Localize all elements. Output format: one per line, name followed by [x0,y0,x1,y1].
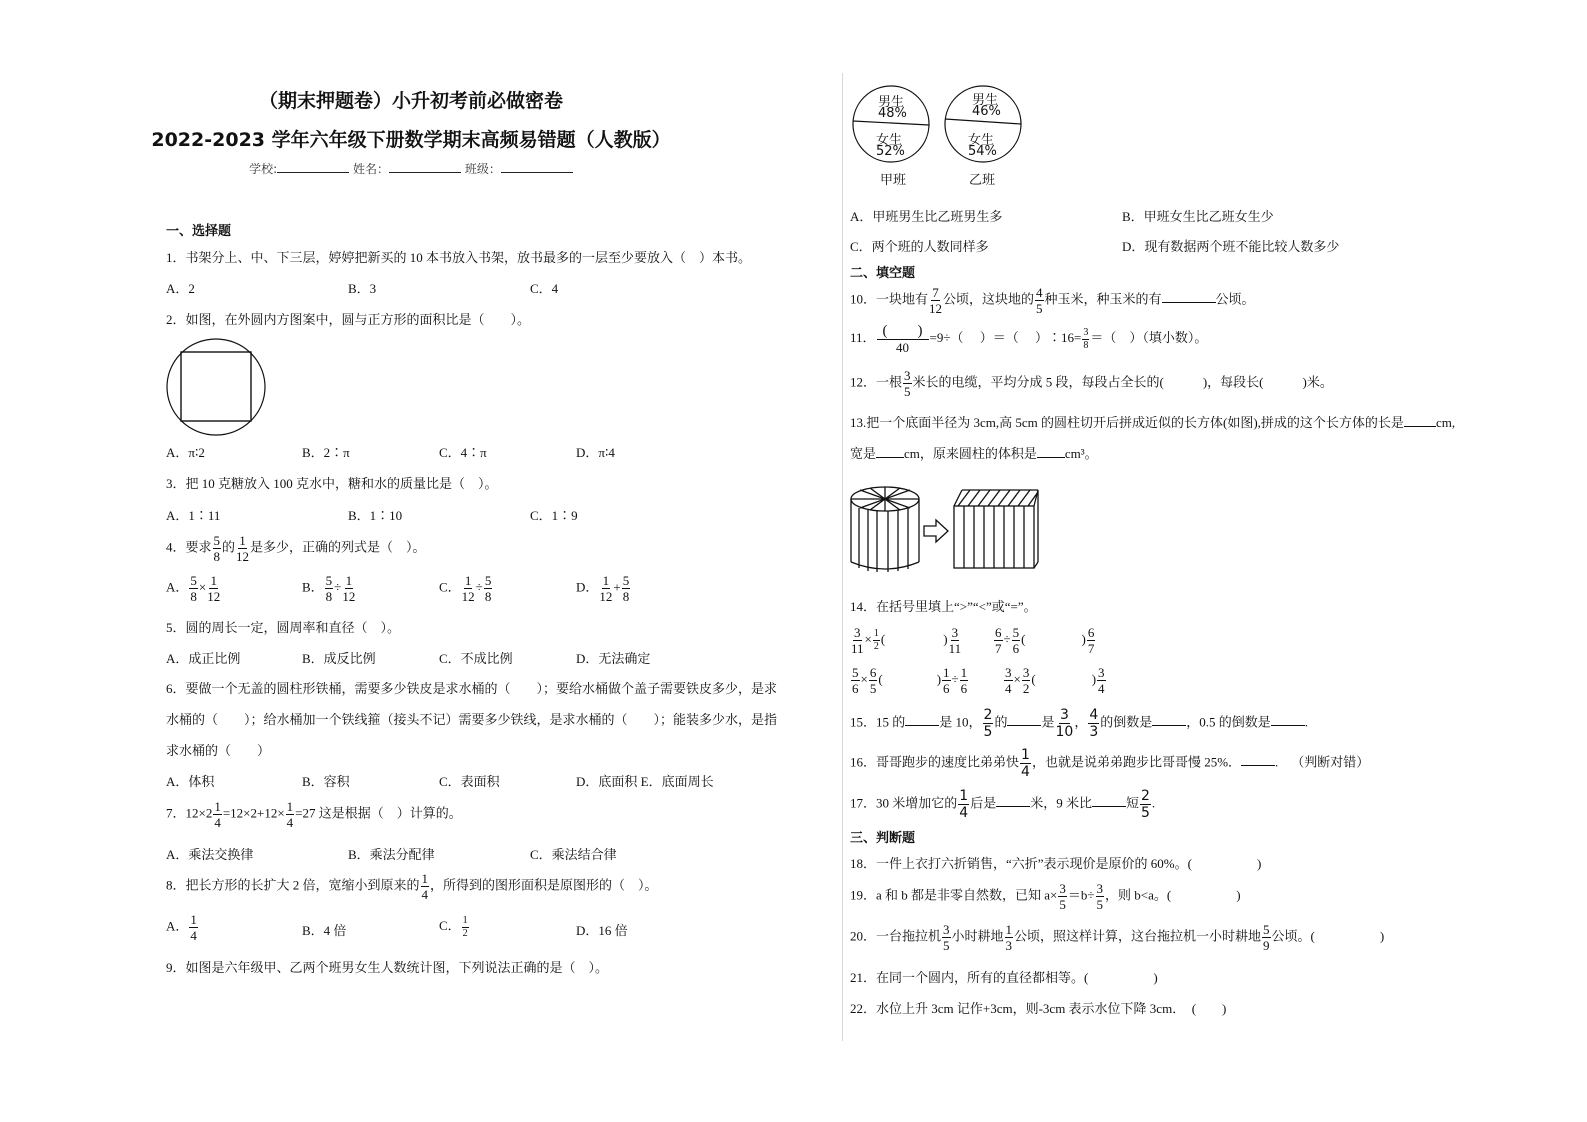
q17-blank-2[interactable] [1092,795,1126,807]
question-1: 1．书架分上、中、下三层，婷婷把新买的 10 本书放入书架，放书最多的一层至少要放入（ ）本书。 [166,250,752,265]
q7-option-a[interactable]: A．乘法交换律 [166,847,254,862]
q1-option-b[interactable]: B．3 [348,281,377,296]
q16-answer-blank[interactable] [1241,754,1275,766]
q15-blank-3[interactable] [1152,714,1186,726]
q1-option-a[interactable]: A．2 [166,281,195,296]
q2-option-d[interactable]: D．π∶4 [576,445,615,460]
question-17: 17．30 米增加它的 $\frac{1}{4}$ 后是 米，9 米比 短 $\frac{2}{5}$ . [850,788,1156,821]
question-8: 8．把长方形的长扩大 2 倍，宽缩小到原来的 $\frac{1}{4}$ ，所得到的图形面积是原图形的（ ）。 [166,871,658,902]
q14-item-1: $\frac{3}{11}$ × $\frac{1}{2}$ ( ) $\frac{3}{11}$ [851,625,962,656]
fraction: $\frac{5}{8}$ [213,533,221,564]
question-3: 3．把 10 克糖放入 100 克水中，糖和水的质量比是（ ）。 [166,476,498,491]
question-7: 7．12×2 $\frac{1}{4}$ =12×2+12× $\frac{1}{4}$ =27 这是根据（ ）计算的。 [166,799,462,830]
question-16: 16．哥哥跑步的速度比弟弟快 $\frac{1}{4}$ ，也就是说弟弟跑步比哥哥慢 25%． . （判断对错） [850,747,1370,780]
question-4: 4．要求 $\frac{5}{8}$ 的 $\frac{1}{12}$ 是多少，正确的列式是（ ）。 [166,533,426,564]
pie1-girl-pct: 52% [876,144,905,159]
q13-width-blank[interactable] [876,446,904,458]
pie2-girl-label: 女生 [968,133,995,148]
school-label: 学校: [249,162,278,176]
q6-option-d-e[interactable]: D．底面积 E．底面周长 [576,774,714,789]
q2-option-c[interactable]: C．4∶π [439,445,487,460]
question-14: 14．在括号里填上“>”“<”或“=”。 [850,599,1037,614]
exam-title: （期末押题卷）小升初考前必做密卷 [258,90,563,112]
q13-volume-blank[interactable] [1037,446,1065,458]
q2-option-b[interactable]: B．2∶π [302,445,350,460]
cylinder-to-cuboid-figure [848,484,1044,574]
section-fill-heading: 二、填空题 [850,266,916,281]
question-15: 15．15 的 是 10， $\frac{2}{5}$ 的 是 $\frac{3}{10}$ ， $\frac{4}{3}$ 的倒数是 ，0.5 的倒数是 . [850,707,1309,740]
q5-option-d[interactable]: D．无法确定 [576,651,651,666]
question-13-line1: 13.把一个底面半径为 3cm,高 5cm 的圆柱切开后拼成近似的长方体(如图),拼成的这个长方体的长是 cm, [850,415,1456,430]
q14-item-4: $\frac{3}{4}$ × $\frac{3}{2}$ ( ) $\frac{3}{4}$ [1005,665,1105,696]
q8-option-b[interactable]: B．4 倍 [302,923,347,938]
question-13-line2: 宽是 cm，原来圆柱的体积是 cm³。 [850,446,1098,461]
q4-option-a[interactable]: A． $\frac{5}{8}$ × $\frac{1}{12}$ [166,573,221,604]
question-20: 20．一台拖拉机 $\frac{3}{5}$ 小时耕地 $\frac{1}{3}$ 公顷，照这样计算，这台拖拉机一小时耕地 $\frac{5}{9}$ 公顷。( ) [850,922,1385,953]
q3-option-b[interactable]: B．1∶10 [348,508,403,523]
pie2-boy-label: 男生 [972,93,999,108]
q14-item-3: $\frac{5}{6}$ × $\frac{6}{5}$ ( ) $\frac{1}{6}$ ÷ $\frac{1}{6}$ [852,665,968,696]
section-judge-heading: 三、判断题 [850,831,916,846]
class-field[interactable] [501,160,573,173]
q6-option-c[interactable]: C．表面积 [439,774,500,789]
question-5: 5．圆的周长一定，圆周率和直径（ ）。 [166,620,401,635]
q15-blank-4[interactable] [1271,714,1305,726]
class-label: 班级： [464,162,501,176]
question-6-line3: 求水桶的（ ） [166,743,271,758]
q4-option-c[interactable]: C． $\frac{1}{12}$ ÷ $\frac{5}{8}$ [439,573,492,604]
pie2-boy-pct: 46% [972,104,1001,119]
question-9: 9．如图是六年级甲、乙两个班男女生人数统计图，下列说法正确的是（ ）。 [166,960,609,975]
name-label: 姓名： [353,162,390,176]
q8-option-c[interactable]: C． $\frac{1}{2}$ [439,914,468,939]
pie1-class-name: 甲班 [880,173,907,188]
pie1-girl-label: 女生 [876,133,903,148]
column-divider [842,73,843,1041]
q6-option-a[interactable]: A．体积 [166,774,215,789]
q5-option-a[interactable]: A．成正比例 [166,651,241,666]
question-2: 2．如图，在外圆内方图案中，圆与正方形的面积比是（ ）。 [166,312,531,327]
question-19: 19．a 和 b 都是非零自然数，已知 a× $\frac{3}{5}$ ＝b÷ $\frac{3}{5}$ ，则 b<a。( ) [850,881,1241,912]
pie1-boy-pct: 48% [878,106,907,121]
q10-answer-blank[interactable] [1162,291,1216,303]
question-6-line1: 6．要做一个无盖的圆柱形铁桶，需要多少铁皮是求水桶的（ ）；要给水桶做个盖子需要铁皮多少，是求 [166,681,778,696]
pie2-girl-pct: 54% [968,144,997,159]
q14-item-2: $\frac{6}{7}$ ÷ $\frac{5}{6}$ ( ) $\frac{6}{7}$ [995,625,1095,656]
student-info-line [0,160,822,177]
q2-option-a[interactable]: A．π∶2 [166,445,205,460]
q3-option-c[interactable]: C．1∶9 [530,508,578,523]
q13-length-blank[interactable] [1404,415,1436,427]
q9-option-d[interactable]: D．现有数据两个班不能比较人数多少 [1122,239,1340,254]
question-18: 18．一件上衣打六折销售，“六折”表示现价是原价的 60%。( ) [850,856,1262,871]
q8-option-a[interactable]: A． $\frac{1}{4}$ [166,912,197,943]
circle-square-figure [166,338,268,436]
q5-option-b[interactable]: B．成反比例 [302,651,376,666]
name-field[interactable] [389,160,461,173]
q4-option-b[interactable]: B． $\frac{5}{8}$ ÷ $\frac{1}{12}$ [302,573,356,604]
q1-option-c[interactable]: C．4 [530,281,559,296]
question-6-line2: 水桶的（ ）；给水桶加一个铁线箍（接头不记）需要多少铁线，是求水桶的（ ）；能装多少水，是指 [166,712,778,727]
pie2-class-name: 乙班 [969,173,996,188]
q9-option-c[interactable]: C．两个班的人数同样多 [850,239,989,254]
question-22: 22．水位上升 3cm 记作+3cm，则-3cm 表示水位下降 3cm． ( ) [850,1001,1227,1016]
q8-option-d[interactable]: D．16 倍 [576,923,628,938]
school-field[interactable] [277,160,349,173]
q7-option-b[interactable]: B．乘法分配律 [348,847,435,862]
q15-blank-2[interactable] [1007,714,1041,726]
q7-option-c[interactable]: C．乘法结合律 [530,847,617,862]
pie1-boy-label: 男生 [878,95,905,110]
question-11: 11． $\frac{( )}{40}$ =9÷（ ）＝（ ）∶16= $\frac{3}{8}$ ＝（ ）（填小数）。 [850,323,1208,355]
q15-blank-1[interactable] [905,714,939,726]
question-21: 21．在同一个圆内，所有的直径都相等。( ) [850,970,1158,985]
exam-subtitle: 2022-2023 学年六年级下册数学期末高频易错题（人教版） [151,129,671,151]
q3-option-a[interactable]: A．1∶11 [166,508,221,523]
question-10: 10．一块地有 $\frac{7}{12}$ 公顷，这块地的 $\frac{4}{5}$ 种玉米，种玉米的有 公顷。 [850,285,1255,316]
q17-blank-1[interactable] [996,795,1030,807]
question-12: 12．一根 $\frac{3}{5}$ 米长的电缆，平均分成 5 段，每段占全长的( )，每段长( )米。 [850,368,1333,399]
q6-option-b[interactable]: B．容积 [302,774,350,789]
q9-option-a[interactable]: A．甲班男生比乙班男生多 [850,209,1003,224]
q5-option-c[interactable]: C．不成比例 [439,651,513,666]
q9-option-b[interactable]: B．甲班女生比乙班女生少 [1122,209,1274,224]
section-choice-heading: 一、选择题 [166,224,232,239]
q4-option-d[interactable]: D． $\frac{1}{12}$ + $\frac{5}{8}$ [576,573,630,604]
fraction: $\frac{1}{12}$ [236,533,250,564]
